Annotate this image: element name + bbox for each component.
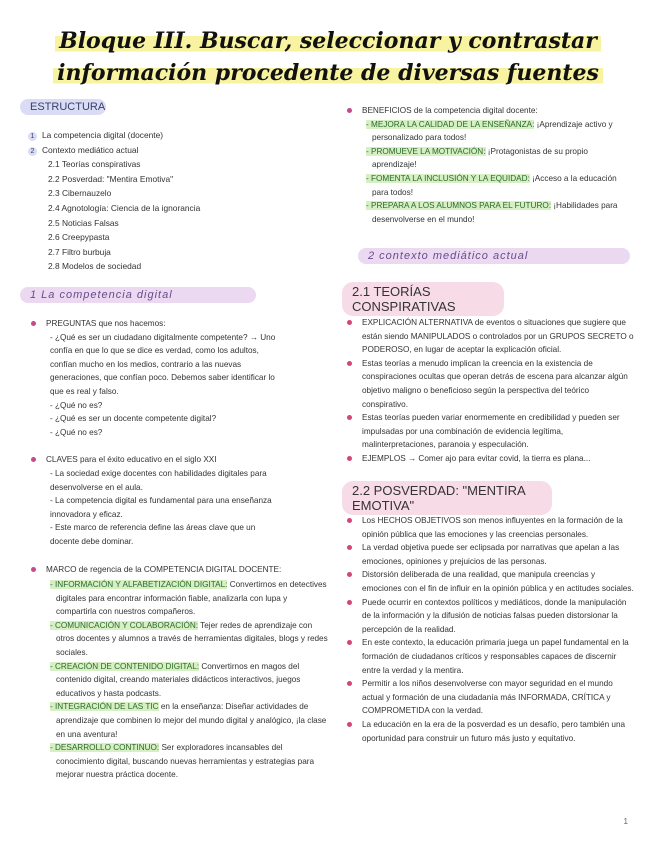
teorias-bullet: Estas teorías pueden variar enormemente en credibilidad y pueden ser impulsadas por una combinación de evidencia legítima, malinterpretaciones, paranoia y especulación. <box>344 411 634 452</box>
preguntas-line: - ¿Qué es ser un docente competente digital? <box>50 414 217 424</box>
claves-line: - La sociedad exige docentes con habilidades digitales para <box>50 468 267 478</box>
teorias-bullet: EJEMPLOS → Comer ajo para evitar covid, la tierra es plana... <box>344 452 634 466</box>
preguntas-line: - ¿Qué no es? <box>50 427 103 437</box>
beneficios-item: - PROMUEVE LA MOTIVACIÓN: ¡Protagonistas de su propio aprendizaje! <box>366 146 588 170</box>
preguntas-line: confía en que lo que se dice es verdad, como los adultos, <box>50 346 259 356</box>
claves-line: - Este marco de referencia define las áreas clave que un <box>50 523 256 533</box>
toc-item: 1 La competencia digital (docente) <box>28 128 200 143</box>
teorias-heading: 2.1 TEORÍAS CONSPIRATIVAS <box>342 282 504 316</box>
claves-line: - La competencia digital es fundamental para una enseñanza <box>50 496 272 506</box>
teorias-bullet: EXPLICACIÓN ALTERNATIVA de eventos o situaciones que sugiere que están siendo MANIPULADOS o controlados por un GRUPOS SECRETO o PODEROSO, en lugar de aceptar la explicación oficial. <box>344 316 634 357</box>
claves-line: desenvolverse en el aula. <box>50 482 143 492</box>
preguntas-lead: PREGUNTAS que nos hacemos: <box>28 317 328 331</box>
posverdad-bullet: La verdad objetiva puede ser eclipsada por narrativas que apelan a las emociones, opiniones y prejuicios de las personas. <box>344 541 634 568</box>
beneficios-item: - MEJORA LA CALIDAD DE LA ENSEÑANZA: ¡Aprendizaje activo y personalizado para todos! <box>366 119 613 143</box>
section2-heading: 2 contexto mediático actual <box>358 248 630 264</box>
estructura-heading: ESTRUCTURA <box>20 99 106 115</box>
posverdad-bullet: La educación en la era de la posverdad es un desafío, pero también una oportunidad para construir un futuro más justo y equitativo. <box>344 718 634 745</box>
preguntas-line: generaciones, que confían poco. Debemos saber identificar lo <box>50 373 275 383</box>
toc-subitem: 2.6 Creepypasta <box>48 232 110 243</box>
page-number: 1 <box>623 817 628 826</box>
toc-subitem: 2.8 Modelos de sociedad <box>48 261 142 272</box>
posverdad-body <box>344 514 634 745</box>
marco-item: - DESARROLLO CONTINUO: Ser exploradores incansables del conocimiento digital, buscando nuevas herramientas y estrategias para mejorar nuestra práctica docente. <box>50 743 315 780</box>
claves-line: docente debe dominar. <box>50 536 134 546</box>
posverdad-bullet: Distorsión deliberada de una realidad, que manipula creencias y emociones con el fin de influir en la opinión pública y en actitudes sociales. <box>344 568 634 595</box>
marco-item: - CREACIÓN DE CONTENIDO DIGITAL: Convertirnos en magos del contenido digital, creando materiales didácticos interactivos, juegos educativos y hasta podcasts. <box>50 661 301 698</box>
marco-item: - COMUNICACIÓN Y COLABORACIÓN: Tejer redes de aprendizaje con otros docentes y alumnos a través de herramientas digitales, blogs y redes sociales. <box>50 620 328 658</box>
claves-lead: CLAVES para el éxito educativo en el siglo XXI <box>28 453 328 467</box>
teorias-body <box>344 316 634 466</box>
posverdad-heading: 2.2 POSVERDAD: "MENTIRA EMOTIVA" <box>342 481 552 515</box>
preguntas-line: que es real y falso. <box>50 386 119 396</box>
marco-item: - INTEGRACIÓN DE LAS TIC en la enseñanza: Diseñar actividades de aprendizaje que combinen lo mejor del mundo digital y analógico, ¡la clase en una aventura! <box>50 702 327 739</box>
preguntas-line: - ¿Qué no es? <box>50 400 103 410</box>
beneficios-lead: BENEFICIOS de la competencia digital docente: <box>344 104 634 118</box>
teorias-bullet: Estas teorías a menudo implican la creencia en la existencia de conspiraciones ocultas que operan detrás de escena para alcanzar algún objetivo maligno o beneficioso según la perspectiva del teórico conspirativo. <box>344 357 634 411</box>
estructura-toc <box>28 128 200 274</box>
claves-line: innovadora y eficaz. <box>50 509 123 519</box>
posverdad-bullet: En este contexto, la educación primaria juega un papel fundamental en la formación de ciudadanos críticos y responsables capaces de discernir entre la verdad y la mentira. <box>344 636 634 677</box>
section1-body <box>28 317 328 782</box>
posverdad-bullet: Permitir a los niños desenvolverse con mayor seguridad en el mundo actual y formación de una ciudadanía más INFORMADA, CRÍTICA y COMPROMETIDA con la verdad. <box>344 677 634 718</box>
beneficios <box>344 104 634 226</box>
page-title-line-1: Bloque III. Buscar, seleccionar y contrastar <box>0 28 656 54</box>
toc-subitem: 2.5 Noticias Falsas <box>48 217 119 228</box>
toc-subitem: 2.7 Filtro burbuja <box>48 246 111 257</box>
toc-subitem: 2.2 Posverdad: "Mentira Emotiva" <box>48 173 174 184</box>
beneficios-item: - FOMENTA LA INCLUSIÓN Y LA EQUIDAD: ¡Acceso a la educación para todos! <box>366 173 617 197</box>
page-title-line-2: información procedente de diversas fuentes <box>0 60 656 86</box>
toc-subitem: 2.3 Cibernauzelo <box>48 188 112 199</box>
section1-heading: 1 La competencia digital <box>20 287 256 303</box>
marco-item: - INFORMACIÓN Y ALFABETIZACIÓN DIGITAL: Convertirnos en detectives digitales para encontrar información fiable, analizarla con lupa y compartirla con nuestros compañeros. <box>50 580 327 617</box>
toc-subitem: 2.4 Agnotología: Ciencia de la ignorancia <box>48 202 201 213</box>
toc-item: 2 Contexto mediático actual <box>28 143 200 158</box>
preguntas-line: - ¿Qué es ser un ciudadano digitalmente competente? → Uno <box>50 332 276 342</box>
preguntas-line: confían mucho en los medios, contrario a las nuevas <box>50 359 242 369</box>
posverdad-bullet: Los HECHOS OBJETIVOS son menos influyentes en la formación de la opinión pública que las emociones y las creencias personales. <box>344 514 634 541</box>
posverdad-bullet: Puede ocurrir en contextos políticos y mediáticos, donde la manipulación de la información y la difusión de noticias falsas pueden distorsionar la percepción de la realidad. <box>344 596 634 637</box>
toc-subitem: 2.1 Teorías conspirativas <box>48 159 141 170</box>
marco-lead: MARCO de regencia de la COMPETENCIA DIGITAL DOCENTE: <box>28 563 328 577</box>
beneficios-item: - PREPARA A LOS ALUMNOS PARA EL FUTURO: ¡Habilidades para desenvolverse en el mundo! <box>366 201 618 224</box>
